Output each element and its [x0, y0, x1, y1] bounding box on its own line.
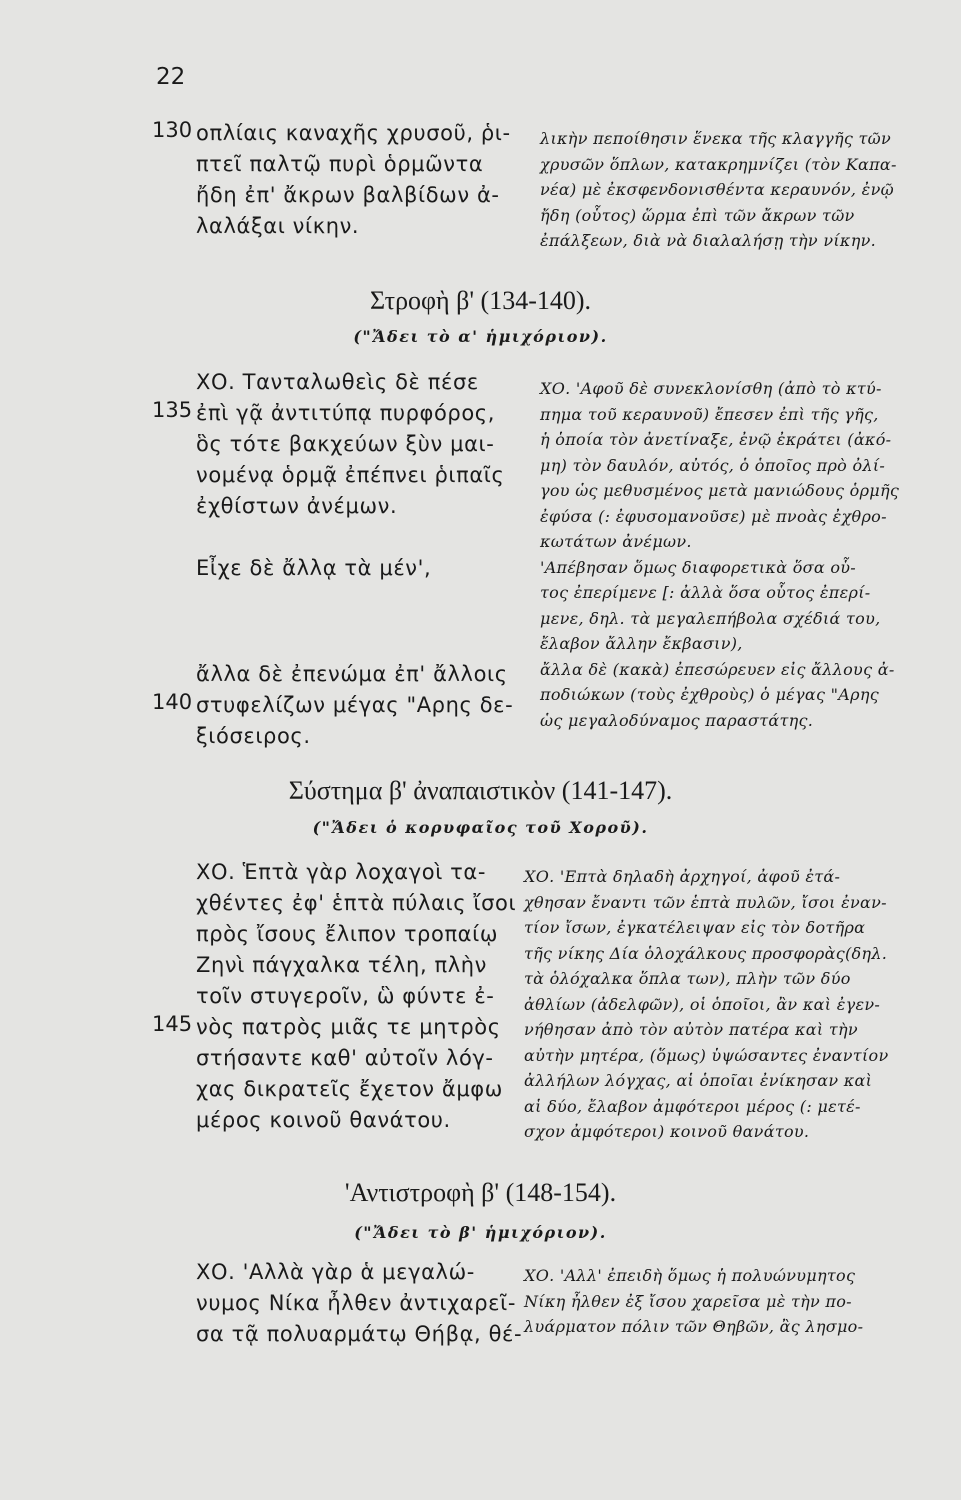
greek-line: χθέντες ἐφ' ἑπτὰ πύλαις ἴσοι — [196, 891, 517, 915]
translation-line: ἀθλίων (ἀδελφῶν), οἱ ὁποῖοι, ἂν καὶ ἐγεν- — [524, 994, 881, 1014]
greek-line: λαλάξαι νίκην. — [196, 214, 360, 238]
greek-line: ἄλλα δὲ ἐπενώμα ἐπ' ἄλλοις — [196, 662, 508, 686]
greek-line: σα τᾷ πολυαρμάτῳ Θήβᾳ, θέ- — [196, 1322, 523, 1346]
translation-line: ΧΟ. 'Επτὰ δηλαδὴ ἀρχηγοί, ἀφοῦ ἐτά- — [524, 867, 841, 886]
greek-line: οπλίαις καναχῆς χρυσοῦ, ῥι- — [196, 121, 511, 145]
greek-line: χας δικρατεῖς ἔχετον ἄμφω — [196, 1077, 503, 1101]
line-number-145: 145 — [152, 1012, 193, 1036]
greek-line: νομένᾳ ὁρμᾷ ἐπέπνει ῥιπαῖς — [196, 463, 505, 487]
greek-text-148 — [196, 1257, 536, 1350]
section-heading-antistrophe: 'Αντιστροφὴ β' (148-154). — [344, 1178, 617, 1207]
translation-line: ἀλλήλων λόγχας, αἱ ὁποῖαι ἐνίκησαν καὶ — [524, 1071, 873, 1090]
greek-line: νυμος Νίκα ἦλθεν ἀντιχαρεῖ- — [196, 1291, 517, 1315]
translation-line: λυάρματον πόλιν τῶν Θηβῶν, ἂς λησμο- — [524, 1317, 864, 1336]
section-heading-systema: Σύστημα β' ἀναπαιστικὸν (141-147). — [288, 776, 673, 805]
greek-line: ΧΟ. 'Αλλὰ γὰρ ἁ μεγαλώ- — [196, 1260, 475, 1284]
greek-line: ἐχθίστων ἀνέμων. — [196, 494, 398, 518]
translation-line: ἤδη (οὗτος) ὥρμα ἐπὶ τῶν ἄκρων τῶν — [540, 205, 855, 225]
section-heading-strophe: Στροφὴ β' (134-140). — [369, 286, 592, 315]
translation-line: πημα τοῦ κεραυνοῦ) ἔπεσεν ἐπὶ τῆς γῆς, — [540, 404, 879, 424]
greek-text-140 — [196, 659, 536, 752]
line-number-130: 130 — [152, 118, 193, 142]
translation-line: αὐτὴν μητέρα, (ὅμως) ὑψώσαντες ἐναντίον — [524, 1045, 889, 1065]
line-number-135: 135 — [152, 398, 193, 422]
greek-line: στυφελίζων μέγας "Αρης δε- — [196, 693, 514, 717]
page-number: 22 — [156, 64, 186, 90]
greek-line: ΧΟ. Ἑπτὰ γὰρ λοχαγοὶ τα- — [196, 860, 487, 884]
translation-line: σχον ἀμφότεροι) κοινοῦ θανάτου. — [524, 1122, 810, 1141]
translation-line: ἐπάλξεων, διὰ νὰ διαλαλήσῃ τὴν νίκην. — [540, 231, 877, 250]
translation-line: ὡς μεγαλοδύναμος παραστάτης. — [540, 710, 814, 730]
translation-line: ἄλλα δὲ (κακὰ) ἐπεσώρευεν εἰς ἄλλους ἀ- — [540, 659, 895, 679]
translation-line: ΧΟ. 'Αλλ' ἐπειδὴ ὅμως ἡ πολυώνυμητος — [524, 1266, 856, 1285]
greek-line: τοῖν στυγεροῖν, ὣ φύντε ἐ- — [196, 984, 495, 1008]
line-number-140: 140 — [152, 690, 193, 714]
translation-line: 'Απέβησαν ὅμως διαφορετικὰ ὅσα οὗ- — [540, 557, 857, 577]
translation-line: λικὴν πεποίθησιν ἕνεκα τῆς κλαγγῆς τῶν — [540, 129, 892, 148]
translation-line: ποδιώκων (τοὺς ἐχθροὺς) ὁ μέγας "Αρης — [540, 685, 880, 704]
translation-line: τὰ ὁλόχαλκα ὅπλα των), πλὴν τῶν δύο — [524, 969, 851, 988]
translation-line: ἔλαβον ἄλλην ἔκβασιν), — [540, 634, 743, 653]
greek-text-139 — [196, 553, 536, 584]
greek-line: ἐπὶ γᾷ ἀντιτύπᾳ πυρφόρος, — [196, 401, 496, 425]
translation-line: ἐφύσα (: ἐφυσομανοῦσε) μὲ πνοὰς ἐχθρο- — [540, 506, 887, 526]
greek-line: στήσαντε καθ' αὐτοῖν λόγ- — [196, 1046, 494, 1070]
translation-line: χθησαν ἔναντι τῶν ἑπτὰ πυλῶν, ἴσοι ἐναν- — [524, 892, 887, 912]
greek-line: πτεῖ παλτῷ πυρὶ ὁρμῶντα — [196, 152, 484, 176]
translation-130 — [540, 126, 950, 254]
greek-line: ξιόσειρος. — [196, 724, 311, 748]
translation-line: τίον ἴσων, ἐγκατέλειψαν εἰς τὸν δοτῆρα — [524, 918, 866, 937]
greek-line: ἤδη ἐπ' ἄκρων βαλβίδων ἀ- — [196, 183, 500, 207]
translation-line: τῆς νίκης Δία ὁλοχάλκους προσφορὰς(δηλ. — [524, 943, 888, 963]
greek-line: νὸς πατρὸς μιᾶς τε μητρὸς — [196, 1015, 501, 1039]
greek-text-130 — [196, 118, 536, 242]
translation-line: ΧΟ. 'Αφοῦ δὲ συνεκλονίσθη (ἀπὸ τὸ κτύ- — [540, 379, 882, 398]
greek-line: Εἶχε δὲ ἄλλᾳ τὰ μέν', — [196, 556, 432, 580]
greek-text-134 — [196, 367, 536, 522]
section-subheading-systema: ("Ἄδει ὁ κορυφαῖος τοῦ Χοροῦ). — [312, 818, 649, 837]
translation-148 — [524, 1263, 934, 1340]
greek-line: μέρος κοινοῦ θανάτου. — [196, 1108, 451, 1132]
greek-text-141 — [196, 857, 536, 1136]
translation-line: μενε, δηλ. τὰ μεγαλεπήβολα σχέδιά του, — [540, 608, 881, 628]
translation-line: Νίκη ἦλθεν ἐξ ἴσου χαρεῖσα μὲ τὴν πο- — [524, 1291, 852, 1311]
translation-line: μη) τὸν δαυλόν, αὐτός, ὁ ὁποῖος πρὸ ὀλί- — [540, 455, 886, 475]
translation-134 — [540, 376, 950, 733]
translation-line: αἱ δύο, ἔλαβον ἀμφότεροι μέρος (: μετέ- — [524, 1096, 861, 1116]
greek-line: ὃς τότε βακχεύων ξὺν μαι- — [196, 432, 495, 456]
translation-line: νέα) μὲ ἐκσφενδονισθέντα κεραυνόν, ἐνῷ — [540, 180, 894, 199]
translation-line: τος ἐπερίμενε [: ἀλλὰ ὅσα οὗτος ἐπερί- — [540, 583, 871, 602]
translation-line: ἡ ὁποία τὸν ἀνετίναξε, ἐνῷ ἐκράτει (ἀκό- — [540, 430, 892, 449]
greek-line: πρὸς ἴσους ἔλιπον τροπαίῳ — [196, 922, 499, 946]
section-subheading-antistrophe: ("Ἄδει τὸ β' ἡμιχόριον). — [354, 1223, 607, 1242]
translation-line: χρυσῶν ὅπλων, κατακρημνίζει (τὸν Καπα- — [540, 154, 897, 174]
greek-line: ΧΟ. Τανταλωθεὶς δὲ πέσε — [196, 370, 479, 394]
translation-141 — [524, 864, 934, 1145]
greek-line: Ζηνὶ πάγχαλκα τέλη, πλὴν — [196, 953, 488, 977]
translation-line: κωτάτων ἀνέμων. — [540, 532, 692, 551]
translation-line: νήθησαν ἀπὸ τὸν αὐτὸν πατέρα καὶ τὴν — [524, 1020, 858, 1039]
translation-line: γου ὡς μεθυσμένος μετὰ μανιώδους ὁρμῆς — [540, 481, 900, 500]
section-subheading-strophe: ("Ἄδει τὸ α' ἡμιχόριον). — [353, 327, 608, 346]
